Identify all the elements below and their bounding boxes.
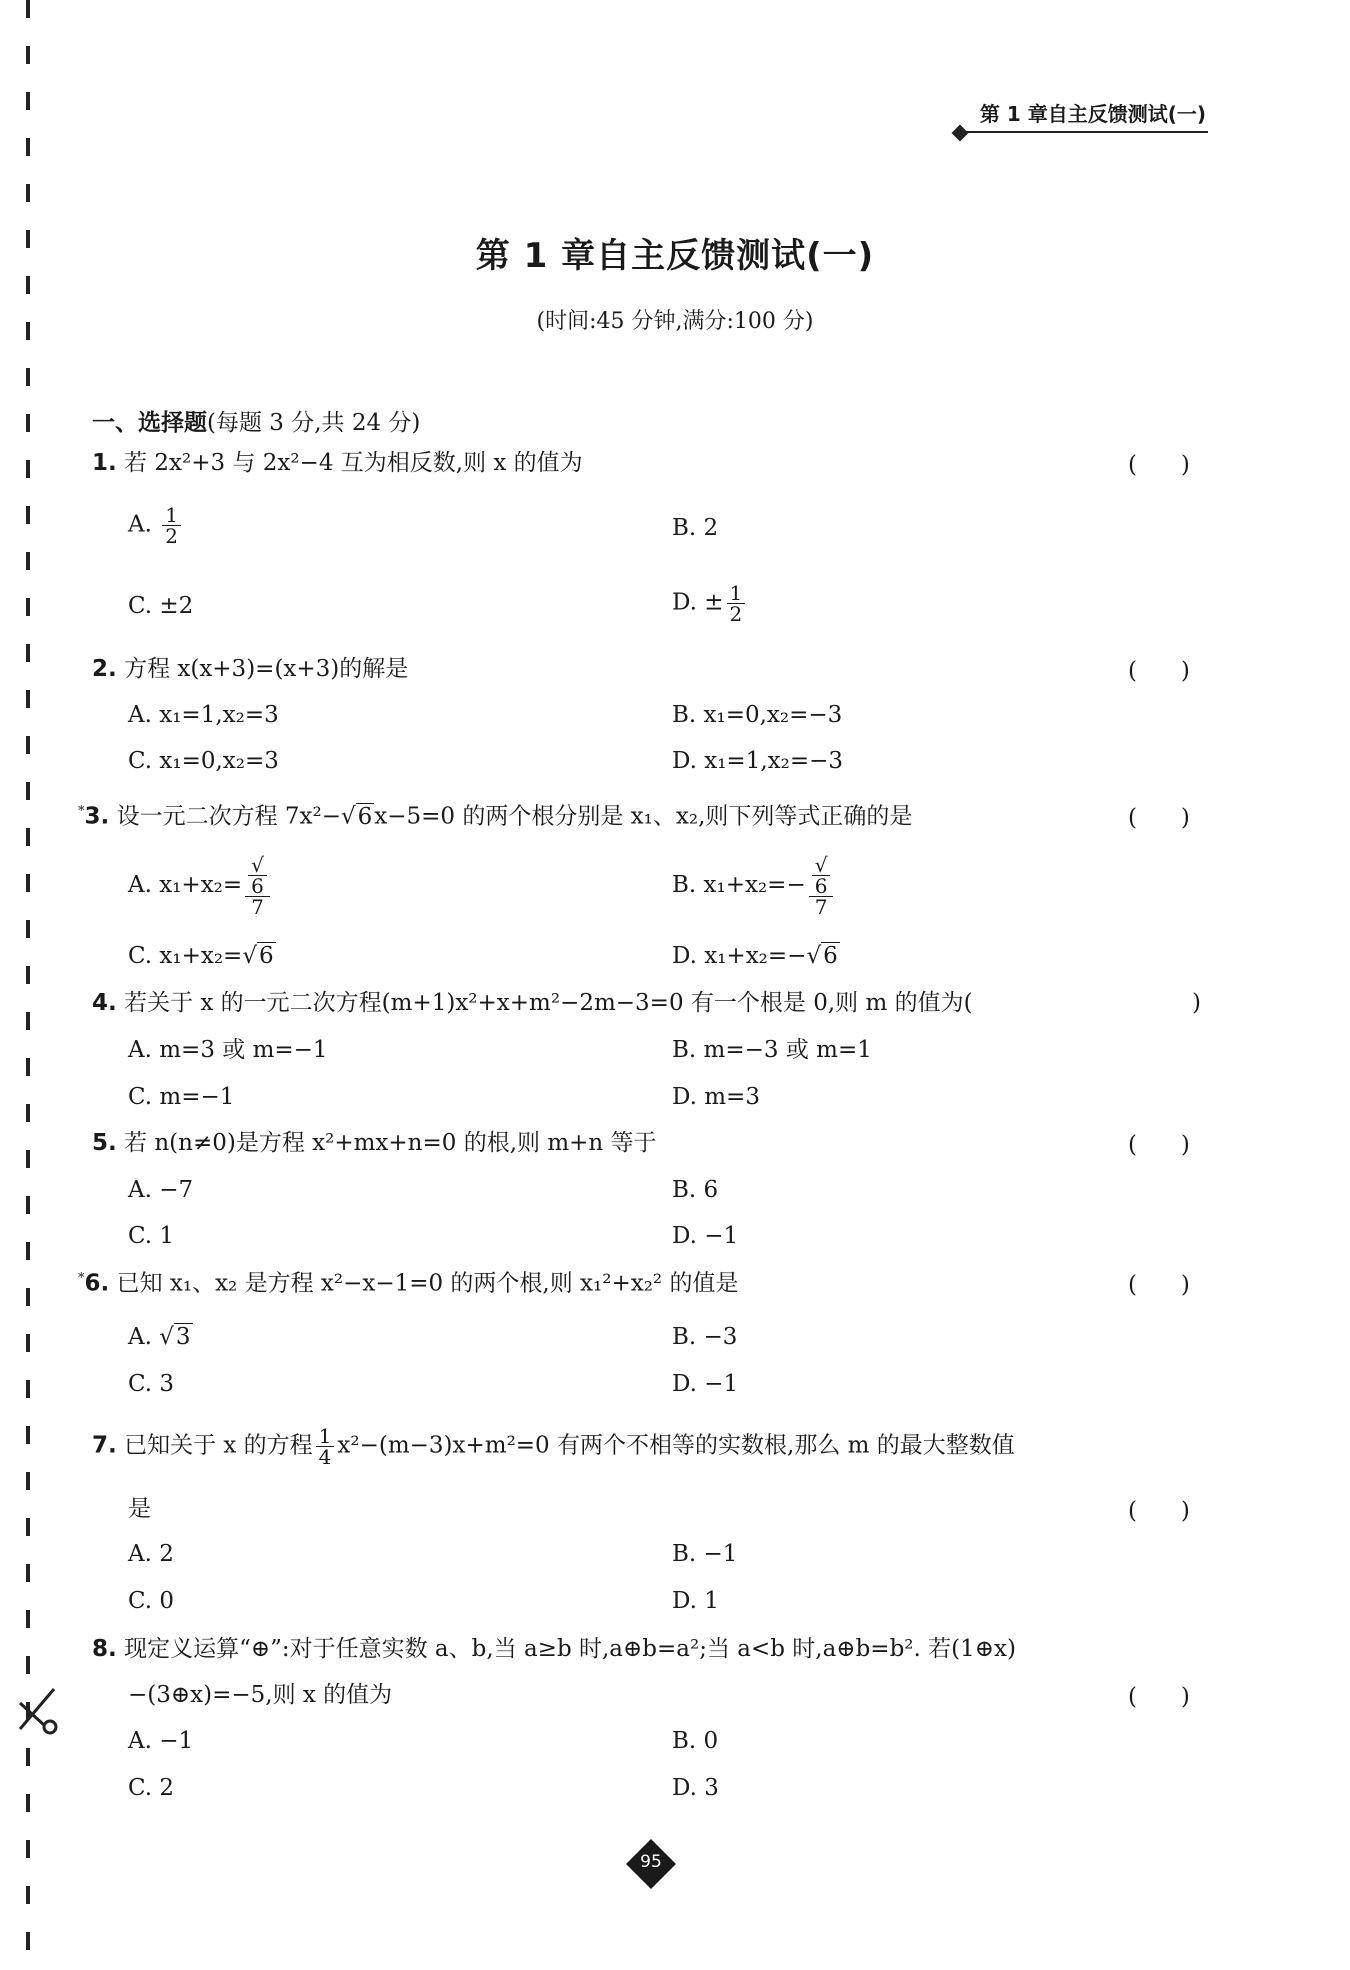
scissors-icon [14, 1685, 62, 1735]
option-d: D. m=3 [672, 1084, 760, 1110]
option-a: A. x₁=1,x₂=3 [128, 702, 279, 728]
question-8-cont: −(3⊕x)=−5,则 x 的值为 [128, 1682, 393, 1708]
star-mark: * [78, 804, 85, 819]
answer-bracket: ( ) [1128, 452, 1190, 478]
option-label: A. [128, 1324, 160, 1350]
section-note: (每题 3 分,共 24 分) [207, 410, 421, 436]
denominator: 7 [251, 895, 264, 919]
answer-bracket: ( ) [1128, 658, 1190, 684]
question-number: 5. [92, 1130, 117, 1156]
denominator: 7 [814, 895, 828, 919]
answer-bracket: ( ) [1128, 1132, 1190, 1158]
numerator: 1 [316, 1426, 335, 1447]
section-heading [92, 404, 420, 437]
option-b: B. 0 [672, 1728, 719, 1754]
numerator: 1 [162, 505, 181, 526]
question-2 [92, 658, 408, 681]
section-title: 一、选择题 [92, 410, 207, 436]
question-number: 3. [84, 803, 110, 830]
option-d: D. x₁=1,x₂=−3 [672, 748, 844, 774]
question-text: 方程 x(x+3)=(x+3)的解是 [124, 656, 409, 682]
question-number: 8. [92, 1636, 117, 1662]
option-b: B. −1 [672, 1541, 738, 1567]
option-c: C. 3 [128, 1371, 175, 1397]
option-label: D. ± [672, 589, 724, 616]
option-b: B. 2 [672, 515, 719, 541]
header-text: 第 1 章自主反馈测试(一) [979, 102, 1206, 126]
option-a [128, 855, 273, 917]
question-text: 已知关于 x 的方程 [124, 1432, 313, 1459]
option-a: A. m=3 或 m=−1 [128, 1037, 328, 1063]
question-text-cont: x−5=0 的两个根分别是 x₁、x₂,则下列等式正确的是 [374, 803, 913, 830]
option-b: B. 6 [672, 1177, 719, 1203]
question-text: 若 n(n≠0)是方程 x²+mx+n=0 的根,则 m+n 等于 [124, 1130, 657, 1156]
page-number: 95 [640, 1852, 662, 1872]
numerator: √ 6 [245, 855, 270, 897]
option-c: C. 0 [128, 1588, 175, 1614]
question-7 [92, 1426, 1015, 1467]
denominator: 4 [318, 1445, 332, 1469]
question-4 [92, 992, 973, 1015]
radicand: 3 [175, 1324, 191, 1350]
option-label: C. x₁+x₂= [128, 943, 243, 969]
cut-line [26, 0, 30, 1970]
option-c: C. 2 [128, 1775, 175, 1801]
fraction [809, 855, 834, 917]
option-d: D. 1 [672, 1588, 719, 1614]
option-b: B. m=−3 或 m=1 [672, 1037, 872, 1063]
option-d: D. 3 [672, 1775, 719, 1801]
option-label: D. x₁+x₂=− [672, 943, 807, 969]
question-number: 6. [84, 1270, 110, 1297]
option-b: B. −3 [672, 1324, 738, 1350]
numerator: √ 6 [809, 855, 834, 897]
radicand: 6 [812, 875, 831, 896]
answer-bracket: ( ) [1128, 1272, 1190, 1298]
question-number: 2. [92, 656, 117, 682]
question-text-cont: x²−(m−3)x+m²=0 有两个不相等的实数根,那么 m 的最大整数值 [337, 1432, 1015, 1459]
question-number: 1. [92, 450, 117, 476]
option-d: D. −1 [672, 1371, 739, 1397]
option-d [672, 583, 748, 624]
option-c: C. 1 [128, 1223, 175, 1249]
option-c: C. ±2 [128, 593, 194, 619]
question-3: *3. 设一元二次方程 7x²−√6x−5=0 的两个根分别是 x₁、x₂,则下列等式正确的是 [78, 803, 913, 830]
option-label: A. [128, 511, 152, 538]
radicand: 6 [258, 943, 274, 969]
option-a: A. −1 [128, 1728, 194, 1754]
question-number: 7. [92, 1432, 117, 1459]
option-a: A. √3 [128, 1324, 191, 1350]
radicand: 6 [357, 803, 373, 830]
option-a [128, 505, 184, 546]
question-6 [78, 1272, 738, 1296]
running-header [954, 98, 1208, 133]
question-1 [92, 452, 583, 475]
option-a: A. 2 [128, 1541, 174, 1567]
question-text: 已知 x₁、x₂ 是方程 x²−x−1=0 的两个根,则 x₁²+x₂² 的值是 [116, 1270, 739, 1297]
star-mark: * [78, 1271, 85, 1286]
radicand: 6 [248, 875, 267, 896]
answer-bracket: ( ) [1128, 805, 1190, 831]
option-c: C. x₁+x₂=√6 [128, 943, 274, 969]
fraction [727, 583, 746, 624]
fraction [162, 505, 181, 546]
question-text: 若 2x²+3 与 2x²−4 互为相反数,则 x 的值为 [124, 450, 583, 476]
fraction [245, 855, 270, 917]
radicand: 6 [823, 943, 838, 969]
numerator: 1 [727, 583, 746, 604]
option-a: A. −7 [128, 1177, 194, 1203]
question-7-cont: 是 [128, 1496, 151, 1522]
option-c: C. m=−1 [128, 1084, 235, 1110]
option-d: D. x₁+x₂=−√6 [672, 943, 838, 969]
fraction [316, 1426, 335, 1467]
option-label: A. x₁+x₂= [128, 872, 243, 898]
page-subtitle: (时间:45 分钟,满分:100 分) [536, 309, 814, 334]
option-label: B. x₁+x₂=− [672, 872, 806, 898]
answer-bracket: ( ) [1128, 1684, 1190, 1710]
page-number-badge [625, 1838, 677, 1890]
question-text: 现定义运算“⊕”:对于任意实数 a、b,当 a≥b 时,a⊕b=a²;当 a<b 时,a⊕b=b². 若(1⊕x) [124, 1636, 1016, 1662]
question-text: 若关于 x 的一元二次方程(m+1)x²+x+m²−2m−3=0 有一个根是 0,则 m 的值为( [124, 990, 973, 1016]
page-title: 第 1 章自主反馈测试(一) [475, 236, 875, 276]
option-c: C. x₁=0,x₂=3 [128, 748, 279, 774]
option-d: D. −1 [672, 1223, 739, 1249]
option-b [672, 855, 836, 917]
question-5 [92, 1132, 657, 1155]
option-b: B. x₁=0,x₂=−3 [672, 702, 843, 728]
denominator: 2 [729, 602, 743, 626]
question-8 [92, 1638, 1016, 1661]
question-number: 4. [92, 990, 117, 1016]
question-text: 设一元二次方程 7x²− [116, 803, 341, 830]
answer-bracket-close: ) [1192, 990, 1201, 1016]
answer-bracket: ( ) [1128, 1498, 1190, 1524]
diamond-icon [951, 125, 968, 142]
denominator: 2 [165, 524, 178, 548]
